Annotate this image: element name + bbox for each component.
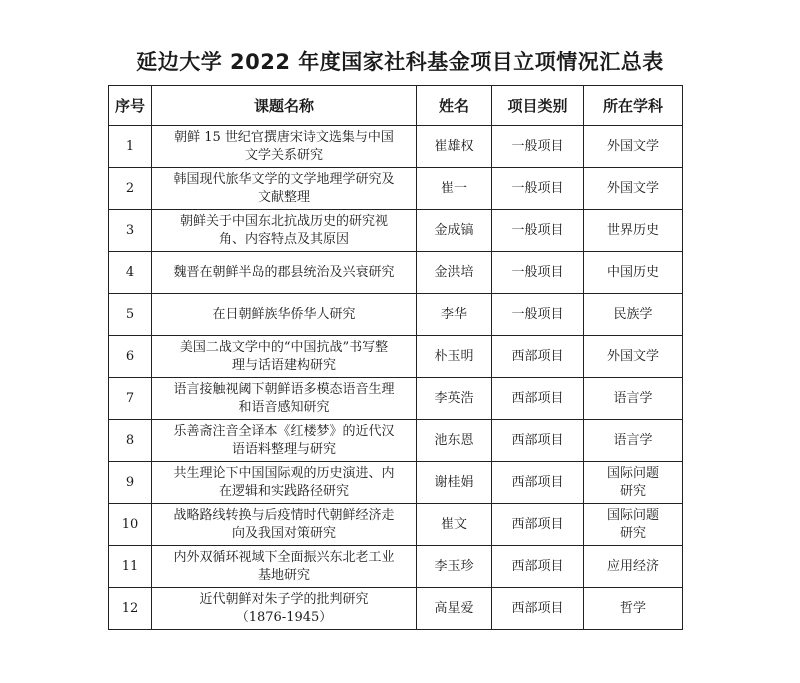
- discipline-line: 研究: [619, 483, 646, 499]
- project-title-cell: [152, 210, 417, 252]
- discipline-line: 中国历史: [606, 264, 659, 280]
- project-title-cell: [152, 504, 417, 546]
- project-category: 一般项目: [492, 168, 584, 210]
- row-index: 2: [109, 168, 152, 210]
- project-category: 一般项目: [492, 252, 584, 294]
- discipline-cell: [584, 504, 683, 546]
- table-row: [109, 588, 683, 630]
- table-row: [109, 294, 683, 336]
- row-index: 10: [109, 504, 152, 546]
- project-title-line: 和语音感知研究: [238, 399, 330, 415]
- researcher-name: 高星爱: [417, 588, 492, 630]
- researcher-name: 金洪培: [417, 252, 492, 294]
- row-index: 9: [109, 462, 152, 504]
- project-summary-table: [108, 85, 683, 630]
- project-category: 一般项目: [492, 294, 584, 336]
- table-row: [109, 252, 683, 294]
- project-category: 西部项目: [492, 504, 584, 546]
- row-index: 6: [109, 336, 152, 378]
- discipline-cell: [584, 252, 683, 294]
- researcher-name: 崔一: [417, 168, 492, 210]
- researcher-name: 池东恩: [417, 420, 492, 462]
- row-index: 7: [109, 378, 152, 420]
- header-name: 姓名: [417, 86, 492, 126]
- researcher-name: 崔雄权: [417, 126, 492, 168]
- table-row: [109, 336, 683, 378]
- project-title-line: 朝鲜关于中国东北抗战历史的研究视: [179, 213, 388, 229]
- project-category: 西部项目: [492, 462, 584, 504]
- discipline-line: 语言学: [613, 432, 653, 448]
- table-row: [109, 210, 683, 252]
- row-index: 11: [109, 546, 152, 588]
- project-title-line: 乐善斋注音全译本《红楼梦》的近代汉: [173, 423, 395, 439]
- discipline-line: 世界历史: [606, 222, 659, 238]
- discipline-line: 国际问题: [606, 507, 659, 523]
- project-title-line: 文学关系研究: [244, 147, 323, 163]
- row-index: 12: [109, 588, 152, 630]
- project-title-cell: [152, 294, 417, 336]
- discipline-line: 外国文学: [606, 180, 659, 196]
- project-title-line: 向及我国对策研究: [231, 525, 336, 541]
- project-title-line: 美国二战文学中的“中国抗战”书写整: [179, 339, 389, 355]
- project-title-cell: [152, 336, 417, 378]
- discipline-line: 研究: [619, 525, 646, 541]
- project-title-cell: [152, 420, 417, 462]
- row-index: 5: [109, 294, 152, 336]
- researcher-name: 李华: [417, 294, 492, 336]
- table-row: [109, 378, 683, 420]
- project-title-cell: [152, 588, 417, 630]
- table-header-row: [109, 86, 683, 126]
- table-body: [109, 126, 683, 630]
- discipline-line: 应用经济: [606, 558, 659, 574]
- header-index: 序号: [109, 86, 152, 126]
- project-title-line: 共生理论下中国国际观的历史演进、内: [173, 465, 395, 481]
- project-title-line: 语言接触视阈下朝鲜语多模态语音生理: [173, 381, 395, 397]
- table-row: [109, 462, 683, 504]
- project-title-cell: [152, 378, 417, 420]
- discipline-cell: [584, 168, 683, 210]
- discipline-line: 国际问题: [606, 465, 659, 481]
- project-title-cell: [152, 252, 417, 294]
- researcher-name: 李英浩: [417, 378, 492, 420]
- discipline-cell: [584, 420, 683, 462]
- header-discipline: 所在学科: [584, 86, 683, 126]
- project-category: 一般项目: [492, 210, 584, 252]
- discipline-cell: [584, 126, 683, 168]
- project-title-line: 语语料整理与研究: [231, 441, 336, 457]
- project-title-line: （1876-1945）: [235, 609, 333, 625]
- row-index: 4: [109, 252, 152, 294]
- project-category: 西部项目: [492, 588, 584, 630]
- project-title-line: 近代朝鲜对朱子学的批判研究: [199, 591, 369, 607]
- row-index: 8: [109, 420, 152, 462]
- table-row: [109, 168, 683, 210]
- table-row: [109, 420, 683, 462]
- researcher-name: 谢桂娟: [417, 462, 492, 504]
- project-title-cell: [152, 168, 417, 210]
- project-title-line: 文献整理: [257, 189, 310, 205]
- discipline-line: 外国文学: [606, 348, 659, 364]
- header-category: 项目类别: [492, 86, 584, 126]
- discipline-line: 民族学: [613, 306, 653, 322]
- project-title-line: 角、内容特点及其原因: [218, 231, 349, 247]
- project-category: 一般项目: [492, 126, 584, 168]
- project-title-line: 战略路线转换与后疫情时代朝鲜经济走: [173, 507, 395, 523]
- researcher-name: 朴玉明: [417, 336, 492, 378]
- project-title-cell: [152, 462, 417, 504]
- project-title-line: 魏晋在朝鲜半岛的郡县统治及兴衰研究: [173, 264, 395, 280]
- table-row: [109, 126, 683, 168]
- project-title-line: 内外双循环视域下全面振兴东北老工业: [173, 549, 395, 565]
- discipline-cell: [584, 294, 683, 336]
- project-title-line: 基地研究: [257, 567, 310, 583]
- project-title-line: 韩国现代旅华文学的文学地理学研究及: [173, 171, 395, 187]
- discipline-line: 外国文学: [606, 138, 659, 154]
- project-title-line: 朝鲜 15 世纪官撰唐宋诗文选集与中国: [174, 129, 394, 145]
- researcher-name: 崔文: [417, 504, 492, 546]
- project-category: 西部项目: [492, 420, 584, 462]
- table-row: [109, 504, 683, 546]
- project-title-cell: [152, 546, 417, 588]
- discipline-cell: [584, 210, 683, 252]
- project-title-cell: [152, 126, 417, 168]
- project-title-line: 在逻辑和实践路径研究: [218, 483, 349, 499]
- project-category: 西部项目: [492, 546, 584, 588]
- discipline-line: 语言学: [613, 390, 653, 406]
- row-index: 1: [109, 126, 152, 168]
- project-category: 西部项目: [492, 336, 584, 378]
- discipline-cell: [584, 588, 683, 630]
- row-index: 3: [109, 210, 152, 252]
- discipline-cell: [584, 546, 683, 588]
- discipline-cell: [584, 336, 683, 378]
- discipline-line: 哲学: [619, 600, 646, 616]
- project-category: 西部项目: [492, 378, 584, 420]
- researcher-name: 李玉珍: [417, 546, 492, 588]
- project-title-line: 在日朝鲜族华侨华人研究: [212, 306, 356, 322]
- researcher-name: 金成镐: [417, 210, 492, 252]
- discipline-cell: [584, 462, 683, 504]
- table-row: [109, 546, 683, 588]
- document-title: 延边大学 2022 年度国家社科基金项目立项情况汇总表: [136, 50, 664, 74]
- header-project-title: 课题名称: [152, 86, 417, 126]
- discipline-cell: [584, 378, 683, 420]
- project-title-line: 理与话语建构研究: [231, 357, 336, 373]
